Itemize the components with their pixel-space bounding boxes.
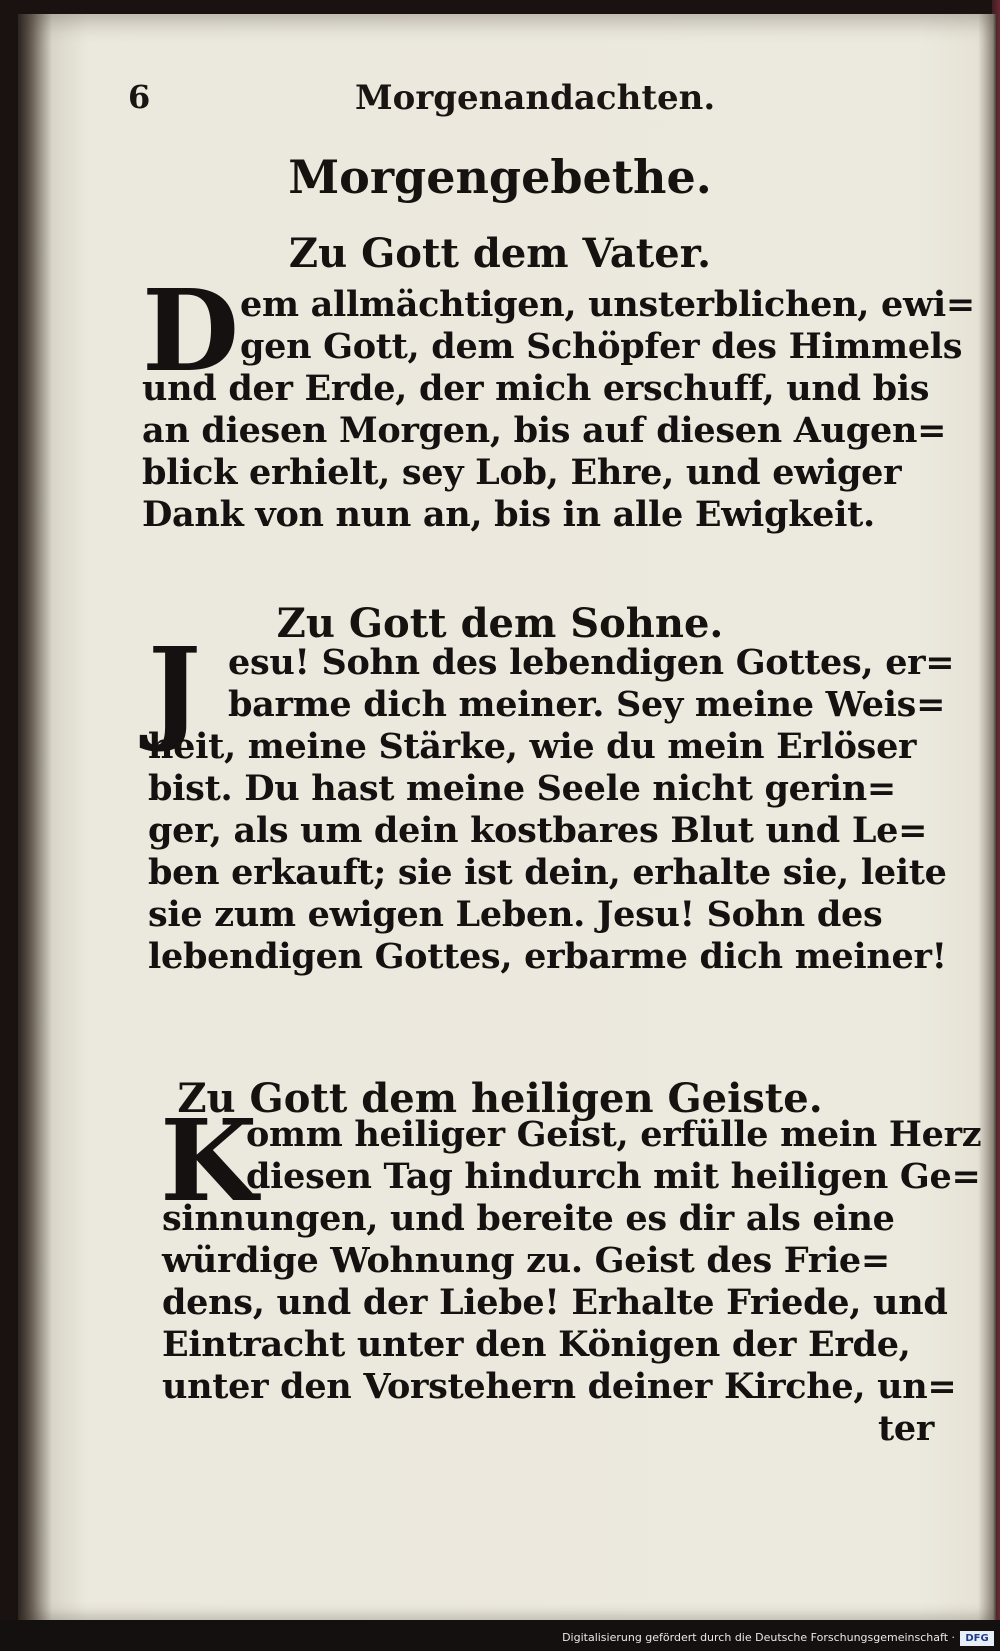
text-line: barme dich meiner. Sey meine Weis= — [228, 684, 946, 725]
text-line: ben erkauft; sie ist dein, erhalte sie, leite — [148, 852, 947, 893]
text-line: dens, und der Liebe! Erhalte Friede, und — [162, 1282, 948, 1323]
text-line: em allmächtigen, unsterblichen, ewi= — [240, 284, 975, 325]
text-line: omm heiliger Geist, erfülle mein Herz — [246, 1114, 982, 1155]
text-line: gen Gott, dem Schöpfer des Himmels — [240, 326, 963, 367]
text-line: blick erhielt, sey Lob, Ehre, und ewiger — [142, 452, 902, 493]
section-heading-father: Zu Gott dem Vater. — [288, 230, 712, 277]
text-line: lebendigen Gottes, erbarme dich meiner! — [148, 936, 947, 977]
text-line: an diesen Morgen, bis auf diesen Augen= — [142, 410, 947, 451]
digitization-credit: Digitalisierung gefördert durch die Deutsche Forschungsgemeinschaft · — [562, 1631, 955, 1644]
text-line: unter den Vorstehern deiner Kirche, un= — [162, 1366, 957, 1407]
dfg-logo: DFG — [960, 1631, 994, 1646]
catchword: ter — [878, 1408, 934, 1449]
main-heading: Morgengebethe. — [288, 150, 712, 204]
text-line: sie zum ewigen Leben. Jesu! Sohn des — [148, 894, 883, 935]
text-line: Dank von nun an, bis in alle Ewigkeit. — [142, 494, 875, 535]
drop-cap: K — [160, 1096, 258, 1227]
text-line: heit, meine Stärke, wie du mein Erlöser — [148, 726, 917, 767]
text-line: esu! Sohn des lebendigen Gottes, er= — [228, 642, 955, 683]
section-heading-son: Zu Gott dem Sohne. — [276, 600, 724, 647]
text-line: diesen Tag hindurch mit heiligen Ge= — [246, 1156, 981, 1197]
text-line: sinnungen, und bereite es dir als eine — [162, 1198, 895, 1239]
text-line: bist. Du hast meine Seele nicht gerin= — [148, 768, 896, 809]
section-heading-holy-spirit: Zu Gott dem heiligen Geiste. — [177, 1075, 823, 1122]
drop-cap: D — [142, 266, 240, 397]
text-line: Eintracht unter den Königen der Erde, — [162, 1324, 911, 1365]
text-line: und der Erde, der mich erschuff, und bis — [142, 368, 930, 409]
running-head: Morgenandachten. — [355, 78, 716, 118]
text-line: würdige Wohnung zu. Geist des Frie= — [162, 1240, 890, 1281]
text-line: ger, als um dein kostbares Blut und Le= — [148, 810, 928, 851]
page-number: 6 — [128, 78, 151, 116]
drop-cap: J — [148, 624, 201, 755]
